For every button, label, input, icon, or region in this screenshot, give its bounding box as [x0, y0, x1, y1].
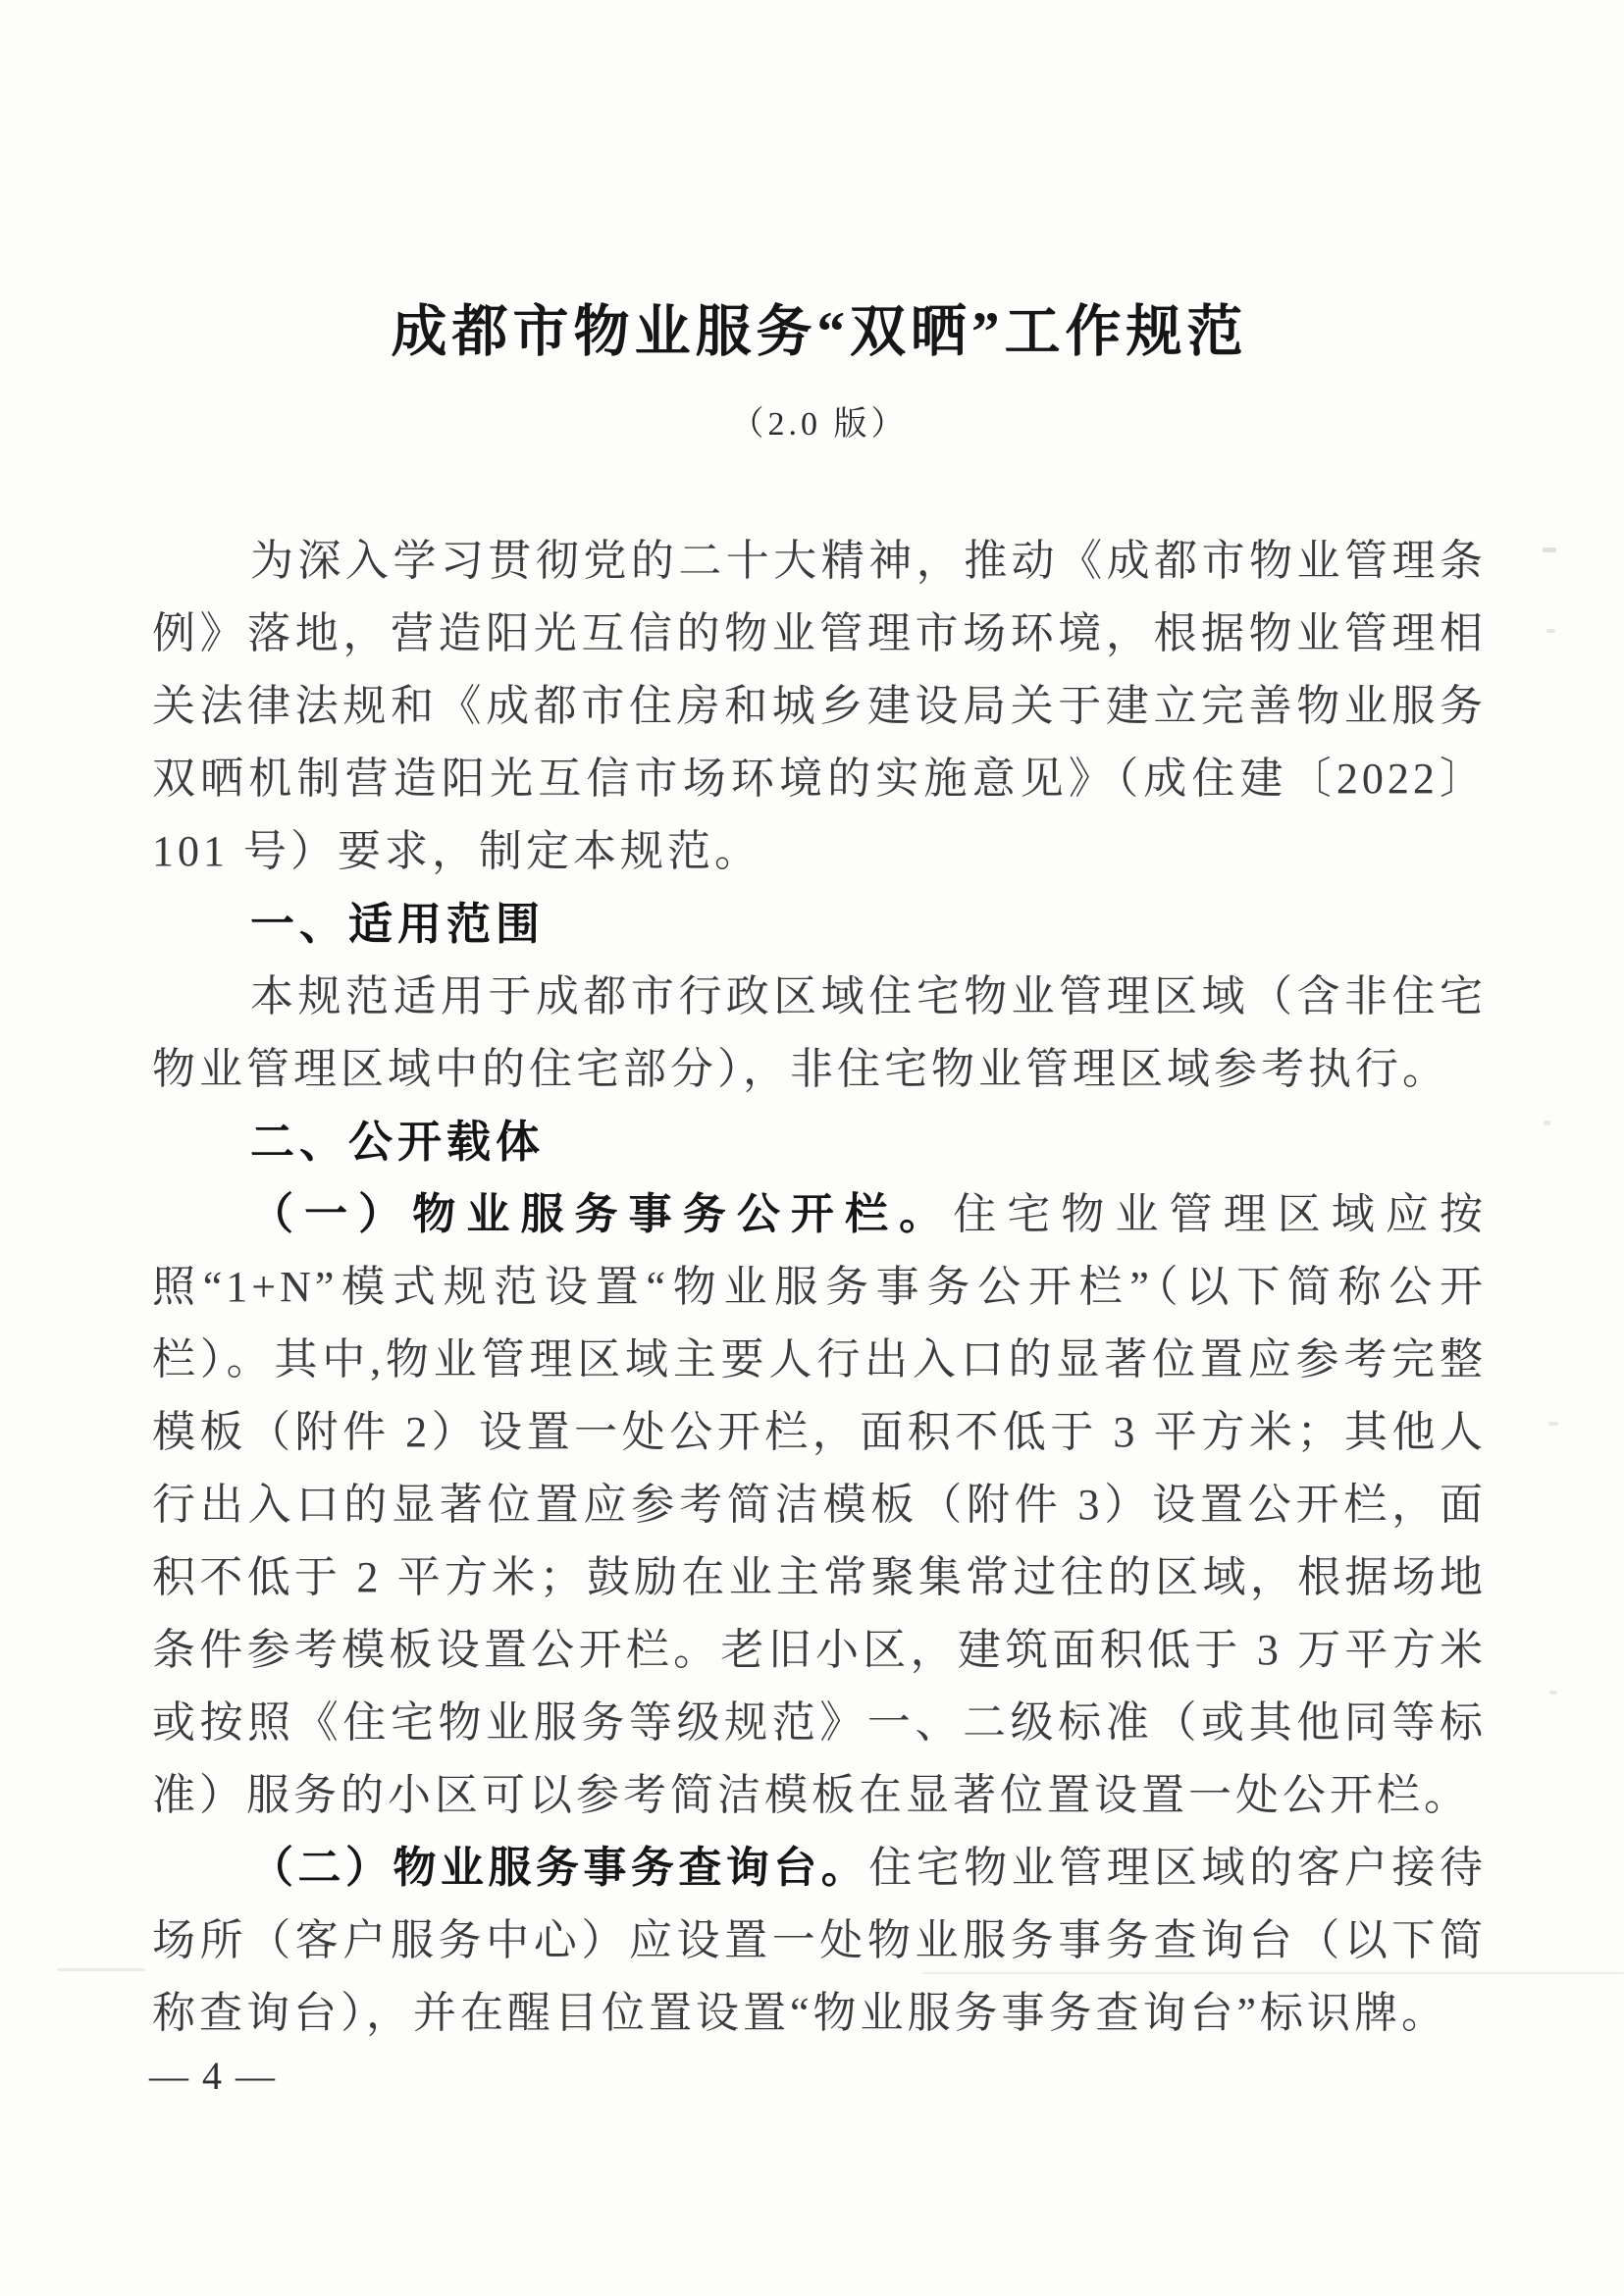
- section2-item1-paragraph: [152, 1178, 1487, 1832]
- section2-item2-label: （二）物业服务事务查询台。: [250, 1844, 869, 1892]
- section2-item2-paragraph: [152, 1832, 1487, 2050]
- section2-item1-body: 住宅物业管理区域应按照“1+N”模式规范设置“物业服务事务公开栏”（以下简称公开栏）。其中,物业管理区域主要人行出入口的显著位置应参考完整模板（附件 2）设置一处公开栏，面积不低于 3 平方米；其他人行出入口的显著位置应参考简洁模板（附件 3）设置公开栏，面积不低于 2 平方米；鼓励在业主常聚集常过往的区域，根据场地条件参考模板设置公开栏。老旧小区，建筑面积低于 3 万平方米或按照《住宅物业服务等级规范》一、二级标准（或其他同等标准）服务的小区可以参考简洁模板在显著位置设置一处公开栏。: [152, 1190, 1488, 1819]
- page-number: — 4 —: [149, 2054, 277, 2098]
- document-body: [0, 525, 1624, 2050]
- section1-paragraph: 本规范适用于成都市行政区域住宅物业管理区域（含非住宅物业管理区域中的住宅部分），非住宅物业管理区域参考执行。: [152, 972, 1487, 1093]
- intro-paragraph: 为深入学习贯彻党的二十大精神，推动《成都市物业管理条例》落地，营造阳光互信的物业管理市场环境，根据物业管理相关法律法规和《成都市住房和城乡建设局关于建立完善物业服务双晒机制营造阳光互信市场环境的实施意见》（成住建〔2022〕101 号）要求，制定本规范。: [152, 537, 1487, 875]
- section2-item1-label: （一）物业服务事务公开栏。: [250, 1190, 954, 1238]
- document-subtitle: （2.0 版）: [730, 406, 909, 443]
- section2-item2-body: 住宅物业管理区域的客户接待场所（客户服务中心）应设置一处物业服务事务查询台（以下简称查询台），并在醒目位置设置“物业服务事务查询台”标识牌。: [152, 1844, 1488, 2037]
- document-title: 成都市物业服务“双晒”工作规范: [391, 301, 1248, 363]
- section1-heading: 一、适用范围: [250, 899, 546, 949]
- section2-heading: 二、公开载体: [250, 1117, 546, 1167]
